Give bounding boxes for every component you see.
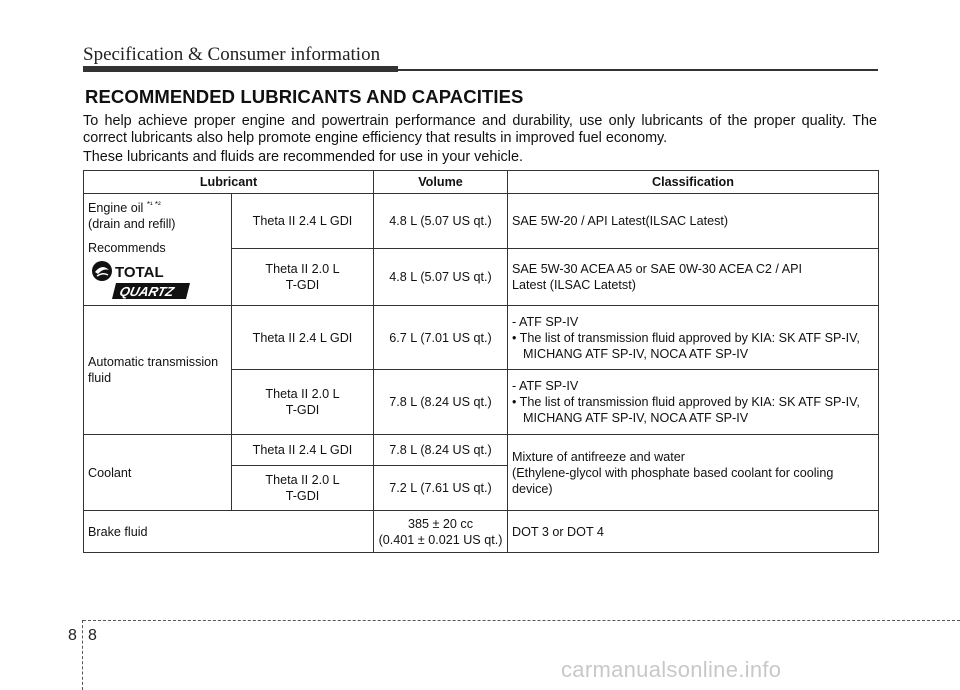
class-bullet: • The list of transmission fluid approved by KIA: SK ATF SP-IV, MICHANG ATF SP-IV, NOCA ATF SP-IV (512, 395, 860, 426)
atf-volume-1: 6.7 L (7.01 US qt.) (374, 306, 508, 370)
brake-fluid-class: DOT 3 or DOT 4 (508, 511, 879, 553)
logo-quartz-text: QUARTZ (118, 284, 176, 300)
lubricants-table (83, 170, 879, 553)
brake-fluid-volume (374, 511, 508, 553)
engine-oil-cell (84, 194, 232, 306)
brake-fluid-cell: Brake fluid (84, 511, 374, 553)
volume-line: 385 ± 20 cc (407, 516, 474, 531)
engine-name: Theta II 2.4 L GDI (252, 213, 353, 228)
coolant-class (508, 435, 879, 511)
coolant-cell: Coolant (84, 435, 232, 511)
header-classification: Classification (508, 171, 879, 194)
table-row (84, 194, 879, 249)
engine-oil-engine-2 (232, 248, 374, 306)
page-chapter-number: 8 (68, 627, 77, 644)
class-line: (Ethylene-glycol with phosphate based coolant for cooling device) (512, 465, 834, 496)
logo-total-text: TOTAL (115, 264, 164, 282)
engine-oil-volume-2: 4.8 L (5.07 US qt.) (374, 248, 508, 306)
header-lubricant: Lubricant (84, 171, 374, 194)
engine-name: Theta II 2.4 L GDI (252, 330, 353, 345)
engine-name-suffix: T-GDI (285, 277, 320, 292)
class-bullet: • The list of transmission fluid approved by KIA: SK ATF SP-IV, MICHANG ATF SP-IV, NOCA ATF SP-IV (512, 330, 860, 361)
header-bar-thick (83, 66, 398, 72)
atf-engine-1 (232, 306, 374, 370)
engine-oil-footnote: *¹ *² (146, 200, 161, 209)
class-line: - ATF SP-IV (512, 379, 579, 394)
engine-name-suffix: T-GDI (285, 403, 320, 418)
footer-divider (83, 620, 960, 621)
intro-paragraph: To help achieve proper engine and powertrain performance and durability, use only lubricants of the proper quality. The correct lubricants also help promote engine efficiency that results in improved fuel economy. (83, 113, 877, 146)
engine-name-suffix: T-GDI (285, 489, 320, 504)
volume-line: (0.401 ± 0.021 US qt.) (378, 532, 503, 547)
engine-name: Theta II 2.0 L (265, 261, 340, 276)
recommends-label: Recommends (88, 241, 166, 256)
engine-oil-class-2 (508, 248, 879, 306)
atf-volume-2: 7.8 L (8.24 US qt.) (374, 370, 508, 435)
class-line: Latest (ILSAC Latetst) (512, 277, 636, 292)
header-volume: Volume (374, 171, 508, 194)
header-bar-thin (398, 69, 878, 71)
page-number: 8 (88, 627, 97, 644)
watermark-text: carmanualsonline.info (561, 657, 782, 682)
class-line: Mixture of antifreeze and water (512, 449, 685, 464)
engine-name: Theta II 2.0 L (265, 473, 340, 488)
atf-cell (84, 306, 232, 435)
engine-name: Theta II 2.4 L GDI (252, 443, 353, 458)
atf-class-2 (508, 370, 879, 435)
atf-engine-2 (232, 370, 374, 435)
engine-oil-engine-1 (232, 194, 374, 249)
intro-paragraph-2: These lubricants and fluids are recommended for use in your vehicle. (83, 149, 523, 165)
total-logo-icon (90, 260, 194, 302)
total-quartz-logo (90, 260, 227, 305)
footer-vertical-divider (82, 620, 83, 690)
engine-oil-sub: (drain and refill) (88, 217, 176, 232)
table-row (84, 306, 879, 370)
atf-label: Automatic transmission (88, 355, 219, 370)
coolant-volume-2: 7.2 L (7.61 US qt.) (374, 466, 508, 511)
class-line: SAE 5W-30 ACEA A5 or SAE 0W-30 ACEA C2 / API (512, 261, 803, 276)
coolant-engine-1 (232, 435, 374, 466)
coolant-volume-1: 7.8 L (8.24 US qt.) (374, 435, 508, 466)
atf-label-2: fluid (88, 371, 112, 386)
class-line: - ATF SP-IV (512, 314, 579, 329)
table-header-row (84, 171, 879, 194)
engine-oil-label: Engine oil (88, 201, 144, 216)
engine-name: Theta II 2.0 L (265, 387, 340, 402)
table-row (84, 435, 879, 466)
section-title: RECOMMENDED LUBRICANTS AND CAPACITIES (85, 86, 524, 107)
engine-oil-class-1: SAE 5W-20 / API Latest(ILSAC Latest) (508, 194, 879, 249)
header-title: Specification & Consumer information (83, 44, 381, 65)
atf-class-1 (508, 306, 879, 370)
table-row (84, 511, 879, 553)
engine-oil-volume-1: 4.8 L (5.07 US qt.) (374, 194, 508, 249)
coolant-engine-2 (232, 466, 374, 511)
